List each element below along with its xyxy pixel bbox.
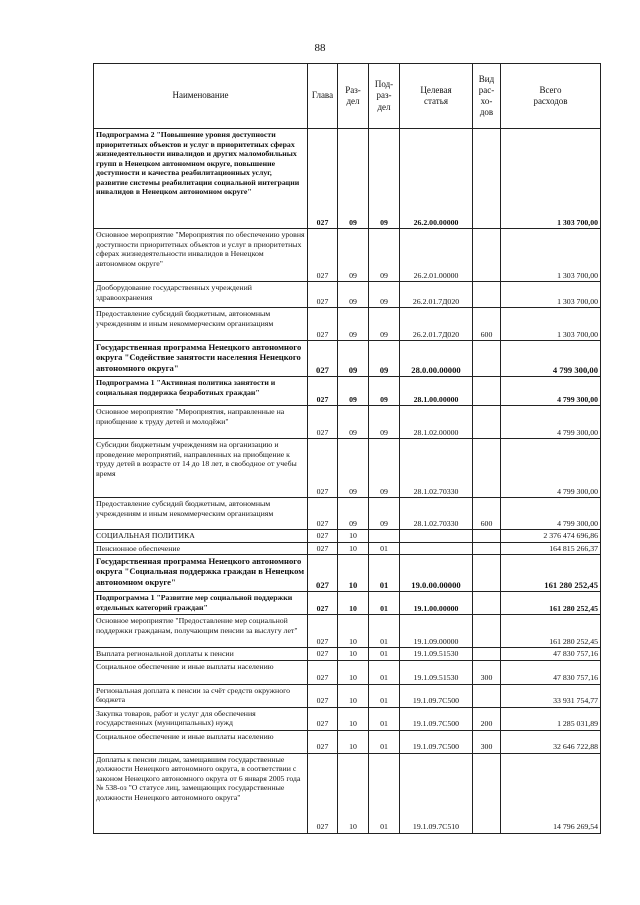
row-subsection: 09 [369, 308, 400, 341]
table-row [94, 377, 601, 406]
row-target: 19.1.09.00000 [400, 615, 473, 648]
table-row [94, 730, 601, 753]
row-chapter: 027 [308, 498, 338, 530]
table-row [94, 282, 601, 308]
row-type [473, 684, 501, 707]
row-target: 19.1.09.7С500 [400, 730, 473, 753]
row-chapter: 027 [308, 229, 338, 282]
row-section: 10 [338, 648, 369, 661]
row-section: 10 [338, 530, 369, 543]
row-total: 2 376 474 696,86 [501, 530, 601, 543]
row-type [473, 542, 501, 555]
row-subsection: 01 [369, 542, 400, 555]
row-subsection [369, 530, 400, 543]
table-row [94, 555, 601, 592]
row-subsection: 01 [369, 684, 400, 707]
row-target: 26.2.01.7Д020 [400, 308, 473, 341]
row-subsection: 01 [369, 730, 400, 753]
row-total: 4 799 300,00 [501, 341, 601, 377]
row-type [473, 530, 501, 543]
row-type: 300 [473, 730, 501, 753]
row-chapter: 027 [308, 753, 338, 833]
row-total: 161 280 252,45 [501, 615, 601, 648]
table-header-row [94, 64, 601, 129]
budget-table [93, 63, 601, 834]
row-target: 19.1.09.7С510 [400, 753, 473, 833]
row-target: 19.1.00.00000 [400, 592, 473, 615]
row-subsection: 01 [369, 592, 400, 615]
table-row [94, 341, 601, 377]
row-chapter: 027 [308, 282, 338, 308]
row-chapter: 027 [308, 439, 338, 498]
table-row [94, 129, 601, 229]
row-chapter: 027 [308, 592, 338, 615]
row-type [473, 129, 501, 229]
row-total: 4 799 300,00 [501, 439, 601, 498]
table-row [94, 406, 601, 439]
row-name: Предоставление субсидий бюджетным, автономным учреждениям и иным некоммерческим организациям [94, 308, 308, 341]
row-section: 09 [338, 282, 369, 308]
row-subsection: 09 [369, 229, 400, 282]
row-type [473, 229, 501, 282]
table-row [94, 684, 601, 707]
row-name: Дооборудование государственных учреждений здравоохранения [94, 282, 308, 308]
row-type: 300 [473, 660, 501, 684]
row-chapter: 027 [308, 308, 338, 341]
row-chapter: 027 [308, 648, 338, 661]
row-target: 19.0.00.00000 [400, 555, 473, 592]
row-total: 1 303 700,00 [501, 282, 601, 308]
header-target: Целевая статья [400, 64, 473, 129]
row-chapter: 027 [308, 730, 338, 753]
header-expense-type: Вид рас- хо- дов [473, 64, 501, 129]
row-total: 14 796 269,54 [501, 753, 601, 833]
row-subsection: 09 [369, 377, 400, 406]
row-name: Субсидии бюджетным учреждениям на организацию и проведение мероприятий, направленных на приобщение к труду детей в возрасте от 14 до 18 лет, в свободное от учебы время [94, 439, 308, 498]
row-total: 1 285 031,89 [501, 707, 601, 730]
row-type [473, 439, 501, 498]
row-type [473, 406, 501, 439]
row-subsection: 01 [369, 660, 400, 684]
table-row [94, 530, 601, 543]
row-target: 19.1.09.51530 [400, 648, 473, 661]
row-subsection: 01 [369, 753, 400, 833]
row-chapter: 027 [308, 406, 338, 439]
row-target: 26.2.00.00000 [400, 129, 473, 229]
row-chapter: 027 [308, 660, 338, 684]
row-total: 1 303 700,00 [501, 129, 601, 229]
row-total: 47 830 757,16 [501, 660, 601, 684]
row-type: 200 [473, 707, 501, 730]
row-section: 10 [338, 684, 369, 707]
row-subsection: 09 [369, 341, 400, 377]
row-section: 09 [338, 341, 369, 377]
row-target: 26.2.01.7Д020 [400, 282, 473, 308]
row-name: Государственная программа Ненецкого автономного округа "Содействие занятости населения Ненецкого автономного округа" [94, 341, 308, 377]
row-target: 28.1.02.70330 [400, 439, 473, 498]
row-type [473, 648, 501, 661]
row-name: Подпрограмма 1 "Развитие мер социальной поддержки отдельных категорий граждан" [94, 592, 308, 615]
row-target: 28.1.00.00000 [400, 377, 473, 406]
row-name: Социальное обеспечение и иные выплаты населению [94, 730, 308, 753]
row-target: 26.2.01.00000 [400, 229, 473, 282]
row-total: 4 799 300,00 [501, 498, 601, 530]
row-section: 09 [338, 129, 369, 229]
row-target: 28.0.00.00000 [400, 341, 473, 377]
row-target: 19.1.09.7С500 [400, 707, 473, 730]
row-type [473, 282, 501, 308]
row-type [473, 377, 501, 406]
header-chapter: Глава [308, 64, 338, 129]
row-type [473, 753, 501, 833]
row-chapter: 027 [308, 377, 338, 406]
row-total: 164 815 266,37 [501, 542, 601, 555]
row-section: 10 [338, 707, 369, 730]
row-target: 28.1.02.70330 [400, 498, 473, 530]
row-chapter: 027 [308, 341, 338, 377]
row-name: Пенсионное обеспечение [94, 542, 308, 555]
table-row [94, 308, 601, 341]
row-subsection: 01 [369, 648, 400, 661]
row-target: 19.1.09.7С500 [400, 684, 473, 707]
row-total: 161 280 252,45 [501, 592, 601, 615]
row-section: 09 [338, 406, 369, 439]
table-row [94, 648, 601, 661]
row-name: Выплата региональной доплаты к пенсии [94, 648, 308, 661]
row-subsection: 09 [369, 439, 400, 498]
table-row [94, 660, 601, 684]
row-type [473, 615, 501, 648]
row-chapter: 027 [308, 615, 338, 648]
row-subsection: 09 [369, 129, 400, 229]
row-section: 10 [338, 753, 369, 833]
row-section: 10 [338, 592, 369, 615]
row-name: Основное мероприятие "Предоставление мер социальной поддержки гражданам, получающим пенсии за выслугу лет" [94, 615, 308, 648]
header-section: Раз- дел [338, 64, 369, 129]
header-name: Наименование [94, 64, 308, 129]
table-row [94, 753, 601, 833]
row-section: 10 [338, 660, 369, 684]
table-row [94, 439, 601, 498]
row-subsection: 01 [369, 707, 400, 730]
row-subsection: 09 [369, 498, 400, 530]
row-total: 1 303 700,00 [501, 308, 601, 341]
row-name: Подпрограмма 2 "Повышение уровня доступности приоритетных объектов и услуг в приоритетных сферах жизнедеятельности инвалидов и других маломобильных групп в Ненецком автономном округе, повышение доступности и качества реабилитационных услуг, развитие системы реабилитации социальной интеграции инвалидов в Ненецком автономном округе" [94, 129, 308, 229]
table-row [94, 707, 601, 730]
row-name: Закупка товаров, работ и услуг для обеспечения государственных (муниципальных) нужд [94, 707, 308, 730]
row-target: 28.1.02.00000 [400, 406, 473, 439]
table-row [94, 498, 601, 530]
row-subsection: 09 [369, 406, 400, 439]
row-chapter: 027 [308, 707, 338, 730]
table-row [94, 615, 601, 648]
row-target: 19.1.09.51530 [400, 660, 473, 684]
row-name: Основное мероприятие "Мероприятия по обеспечению уровня доступности приоритетных объектов и услуг в приоритетных сферах жизнедеятельности инвалидов в Ненецком автономном округе" [94, 229, 308, 282]
row-section: 09 [338, 377, 369, 406]
row-type [473, 555, 501, 592]
row-target [400, 542, 473, 555]
row-total: 161 280 252,45 [501, 555, 601, 592]
row-section: 10 [338, 615, 369, 648]
row-chapter: 027 [308, 684, 338, 707]
row-subsection: 01 [369, 615, 400, 648]
row-name: Региональная доплата к пенсии за счёт средств окружного бюджета [94, 684, 308, 707]
row-chapter: 027 [308, 542, 338, 555]
row-type [473, 592, 501, 615]
row-section: 10 [338, 542, 369, 555]
table-row [94, 542, 601, 555]
row-section: 10 [338, 555, 369, 592]
row-subsection: 01 [369, 555, 400, 592]
row-section: 09 [338, 498, 369, 530]
row-name: СОЦИАЛЬНАЯ ПОЛИТИКА [94, 530, 308, 543]
row-section: 09 [338, 439, 369, 498]
page-number: 88 [314, 42, 326, 54]
row-section: 10 [338, 730, 369, 753]
row-type [473, 341, 501, 377]
row-total: 32 646 722,88 [501, 730, 601, 753]
row-section: 09 [338, 308, 369, 341]
row-name: Предоставление субсидий бюджетным, автономным учреждениям и иным некоммерческим организациям [94, 498, 308, 530]
row-name: Социальное обеспечение и иные выплаты населению [94, 660, 308, 684]
row-subsection: 09 [369, 282, 400, 308]
row-target [400, 530, 473, 543]
row-chapter: 027 [308, 555, 338, 592]
row-total: 4 799 300,00 [501, 377, 601, 406]
row-chapter: 027 [308, 129, 338, 229]
row-total: 33 931 754,77 [501, 684, 601, 707]
row-total: 1 303 700,00 [501, 229, 601, 282]
row-name: Основное мероприятие "Мероприятия, направленные на приобщение к труду детей и молодёжи" [94, 406, 308, 439]
table-row [94, 229, 601, 282]
row-chapter: 027 [308, 530, 338, 543]
header-subsection: Под- раз- дел [369, 64, 400, 129]
row-type: 600 [473, 498, 501, 530]
row-name: Государственная программа Ненецкого автономного округа "Социальная поддержка граждан в Ненецком автономном округе" [94, 555, 308, 592]
row-type: 600 [473, 308, 501, 341]
row-name: Подпрограмма 1 "Активная политика занятости и социальная поддержка безработных граждан" [94, 377, 308, 406]
row-name: Доплаты к пенсии лицам, замещавшим государственные должности Ненецкого автономного округа, в соответствии с законом Ненецкого автономного округа от 6 января 2005 года № 538-оз "О статусе лиц, замещающих государственные должности Ненецкого автономного округа" [94, 753, 308, 833]
table-row [94, 592, 601, 615]
row-total: 47 830 757,16 [501, 648, 601, 661]
row-section: 09 [338, 229, 369, 282]
header-total: Всего расходов [501, 64, 601, 129]
row-total: 4 799 300,00 [501, 406, 601, 439]
